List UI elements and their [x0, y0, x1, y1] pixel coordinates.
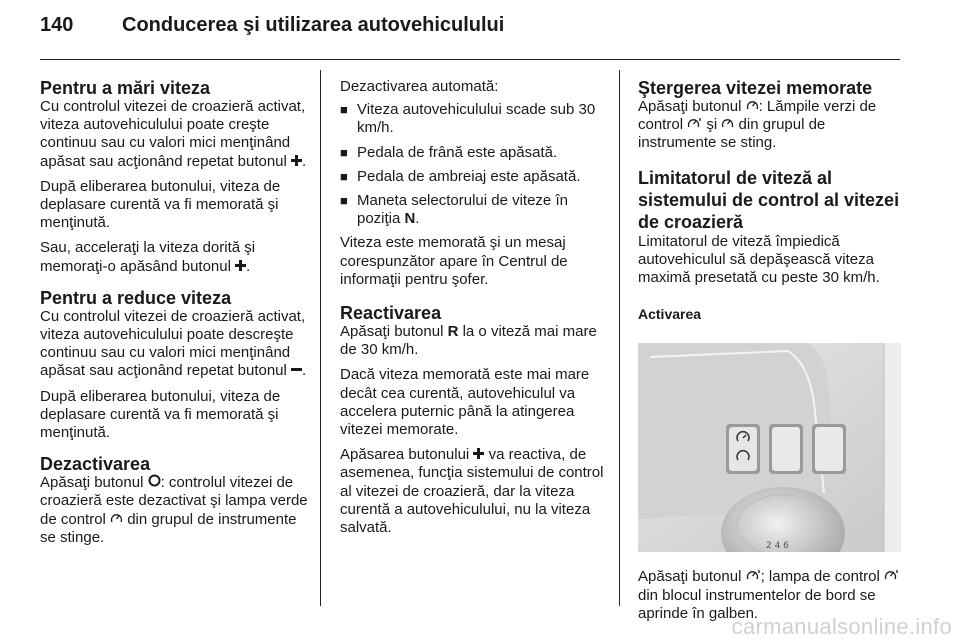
page-title: Conducerea şi utilizarea autovehiculului — [122, 14, 505, 36]
section-speed-limiter — [638, 167, 904, 288]
circle-icon — [148, 474, 161, 487]
plus-icon — [291, 155, 302, 166]
list-item: ■ Viteza autovehiculului scade sub 30 km/h. — [340, 101, 596, 137]
bullet-list — [340, 101, 610, 228]
list-item: ■ Pedala de ambreiaj este apăsată. — [340, 167, 581, 185]
section-title: Ştergerea vitezei memorate — [638, 78, 873, 98]
minus-icon — [291, 364, 302, 375]
column-middle — [340, 78, 610, 544]
section-title: Limitatorul de viteză al sistemului de control al vitezei de croazieră — [638, 167, 900, 232]
column-right — [638, 78, 904, 630]
paragraph: Apăsaţi butonul : Lămpile verzi de control şi din grupul de instrumente se sting. — [638, 98, 877, 152]
speed-limiter-icon — [884, 569, 899, 581]
cruise-control-icon — [110, 512, 123, 524]
watermark: carmanualsonline.info — [731, 614, 952, 639]
section-reactivation — [340, 303, 610, 537]
column-divider — [619, 70, 620, 606]
section-title: Reactivarea — [340, 303, 442, 324]
paragraph: Sau, acceleraţi la viteza dorită şi memoraţi-o apăsând butonul . — [40, 239, 256, 275]
gear-digits: 2 4 6 — [766, 541, 789, 552]
cruise-control-icon — [746, 99, 759, 111]
paragraph: Apăsaţi butonul R la o viteză mai mare de 30 km/h. — [340, 323, 597, 359]
paragraph: După eliberarea butonului, viteza de deplasare curentă va fi memorată şi menţinută. — [40, 387, 281, 442]
paragraph: Limitatorul de viteză împiedică autovehiculul să depăşească viteza maximă presetată cu peste 30 km/h. — [638, 232, 880, 287]
section-title: Pentru a reduce viteza — [40, 287, 232, 308]
cruise-control-icon — [721, 117, 734, 129]
section-title: Dezactivarea — [40, 454, 151, 475]
dashboard-illustration — [638, 343, 901, 552]
section-reduce-speed — [40, 288, 312, 442]
paragraph: Apăsaţi butonul : controlul vitezei de croazieră este dezactivat şi lampa verde de control din grupul de instrumente se stinge. — [40, 474, 308, 546]
subheading-activation: Activarea — [638, 306, 702, 323]
page-number: 140 — [40, 14, 74, 36]
speed-limiter-icon — [687, 117, 702, 129]
paragraph: Dezactivarea automată: — [340, 78, 499, 95]
speed-limiter-icon — [746, 569, 761, 581]
paragraph: Apăsaţi butonul ; lampa de control din blocul instrumentelor de bord se aprinde în galben. — [638, 568, 904, 623]
list-item: ■ Pedala de frână este apăsată. — [340, 143, 558, 161]
list-item: ■ Maneta selectorului de viteze în poziţia N. — [340, 192, 568, 228]
header-rule — [40, 59, 900, 60]
paragraph: Cu controlul vitezei de croazieră activat, viteza autovehiculului poate descreşte continuu sau cu valori mici menţinând apăsat sau acţionând repetat butonul . — [40, 307, 307, 380]
section-title: Pentru a mări viteza — [40, 78, 211, 98]
paragraph: Apăsarea butonului va reactiva, de asemenea, funcţia sistemului de control al vitezei de croazieră, dar la viteza curentă a autovehiculului, nu la viteza salvată. — [340, 446, 604, 537]
section-clear-memory — [638, 78, 904, 153]
column-divider — [320, 70, 321, 606]
paragraph: Cu controlul vitezei de croazieră activat, viteza autovehiculului poate creşte continuu sau cu valori mici menţinând apăsat sau acţionând repetat butonul . — [40, 98, 307, 170]
column-left — [40, 78, 312, 554]
page-header — [40, 14, 900, 48]
section-deactivation — [40, 454, 312, 547]
paragraph: Viteza este memorată şi un mesaj corespunzător apare în Centrul de informaţii pentru şofer. — [340, 234, 568, 288]
paragraph: Dacă viteza memorată este mai mare decât cea curentă, autovehiculul va accelera puternic până la atingerea vitezei memorate. — [340, 366, 590, 439]
plus-icon — [473, 448, 484, 459]
section-increase-speed — [40, 78, 312, 276]
dashboard-photo — [638, 343, 901, 552]
plus-icon — [235, 260, 246, 271]
paragraph: După eliberarea butonului, viteza de deplasare curentă va fi memorată şi menţinută. — [40, 177, 281, 232]
